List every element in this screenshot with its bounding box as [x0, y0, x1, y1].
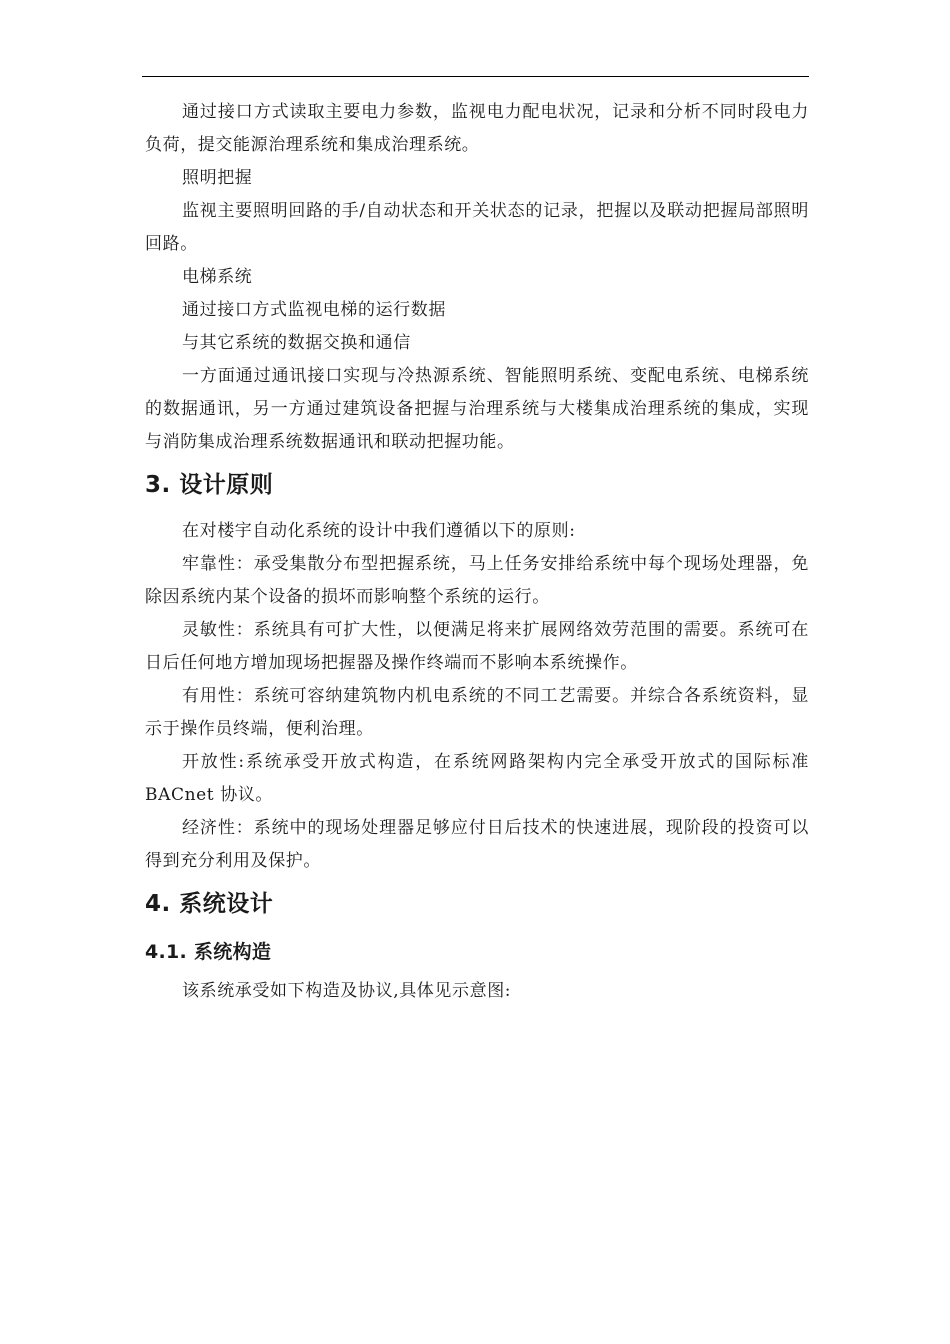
paragraph: 照明把握	[182, 168, 253, 188]
paragraph: 通过接口方式监视电梯的运行数据	[182, 300, 446, 320]
paragraph: 监视主要照明回路的手/自动状态和开关状态的记录，把握以及联动把握局部照明回路。	[145, 201, 809, 254]
paragraph: 有用性：系统可容纳建筑物内机电系统的不同工艺需要。并综合各系统资料，显示于操作员终端，便利治理。	[145, 686, 809, 739]
paragraph: 灵敏性：系统具有可扩大性，以便满足将来扩展网络效劳范围的需要。系统可在日后任何地方增加现场把握器及操作终端而不影响本系统操作。	[145, 620, 809, 673]
paragraph: 开放性:系统承受开放式构造，在系统网路架构内完全承受开放式的国际标准 BACnet 协议。	[145, 752, 809, 805]
section-heading-3: 3. 设计原则	[145, 472, 274, 498]
subsection-heading-4-1: 4.1. 系统构造	[145, 941, 272, 963]
paragraph: 在对楼宇自动化系统的设计中我们遵循以下的原则:	[182, 521, 576, 541]
paragraph: 通过接口方式读取主要电力参数，监视电力配电状况，记录和分析不同时段电力负荷，提交能源治理系统和集成治理系统。	[145, 102, 809, 155]
paragraph: 该系统承受如下构造及协议,具体见示意图:	[182, 981, 512, 1001]
paragraph: 牢靠性：承受集散分布型把握系统，马上任务安排给系统中每个现场处理器，免除因系统内某个设备的损坏而影响整个系统的运行。	[145, 554, 809, 607]
paragraph: 与其它系统的数据交换和通信	[182, 333, 411, 353]
header-rule	[142, 76, 809, 77]
paragraph: 电梯系统	[182, 267, 253, 287]
page-content	[145, 96, 809, 1008]
paragraph: 经济性：系统中的现场处理器足够应付日后技术的快速进展，现阶段的投资可以得到充分利用及保护。	[145, 818, 809, 871]
section-heading-4: 4. 系统设计	[145, 891, 274, 917]
paragraph: 一方面通过通讯接口实现与冷热源系统、智能照明系统、变配电系统、电梯系统的数据通讯，另一方通过建筑设备把握与治理系统与大楼集成治理系统的集成，实现与消防集成治理系统数据通讯和联动把握功能。	[145, 366, 809, 452]
